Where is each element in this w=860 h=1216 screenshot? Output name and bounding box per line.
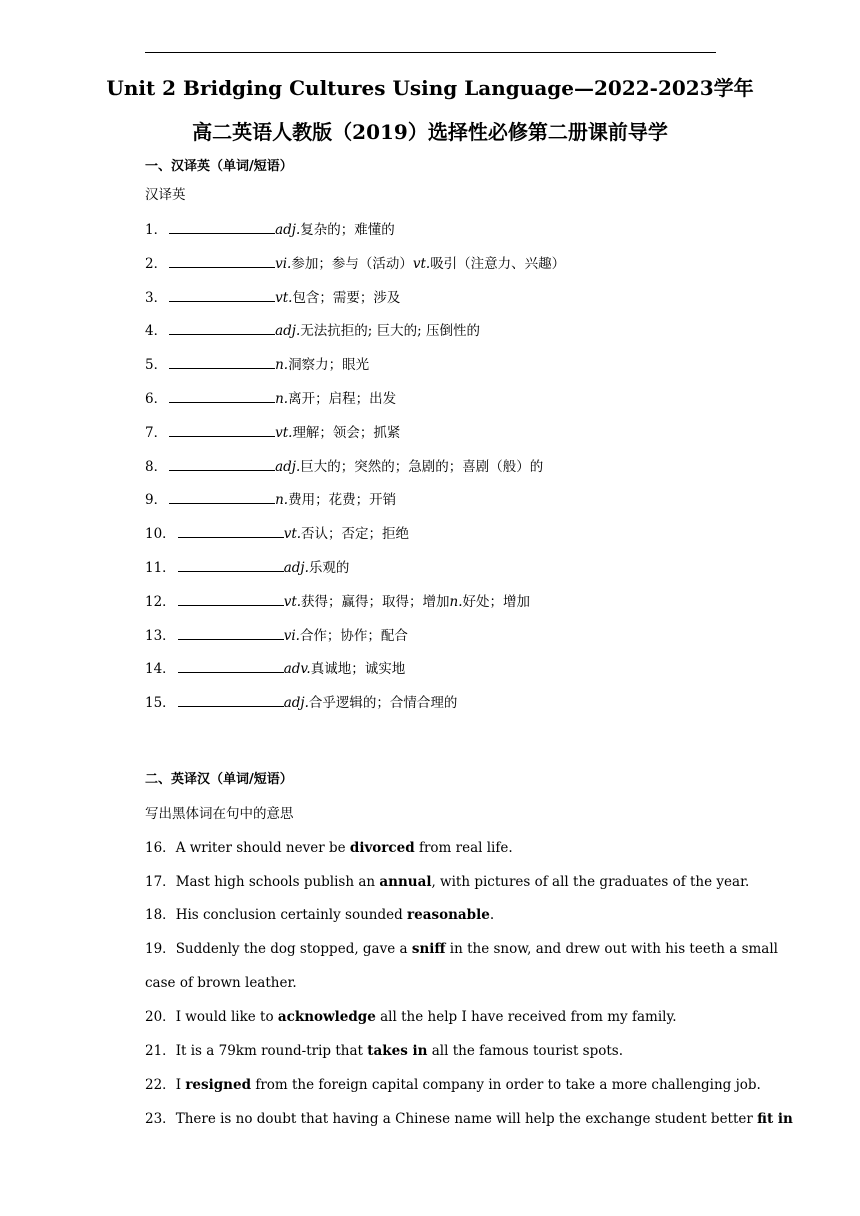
meaning: 参加；参与（活动）	[291, 255, 413, 272]
sentence-item	[145, 1110, 793, 1128]
sentence-item	[145, 906, 494, 924]
part-of-speech: vt.	[275, 424, 293, 441]
part-of-speech: vt.	[275, 289, 293, 306]
part-of-speech: n.	[275, 492, 289, 509]
vocab-item	[145, 457, 543, 476]
vocab-item	[145, 389, 396, 408]
item-number: 12．	[145, 593, 176, 610]
item-number: 3．	[145, 289, 168, 306]
meaning: 费用；花费；开销	[288, 492, 397, 509]
sentence-item	[145, 1042, 623, 1060]
item-number: 7．	[145, 424, 168, 441]
answer-blank[interactable]	[169, 457, 275, 471]
bold-term: acknowledge	[277, 1009, 376, 1025]
bold-term: resigned	[185, 1077, 252, 1093]
vocab-item	[145, 592, 530, 611]
item-number: 22．	[145, 1077, 176, 1093]
answer-blank[interactable]	[169, 389, 275, 403]
sentence-item	[145, 873, 749, 891]
item-number: 5．	[145, 357, 168, 374]
vocab-item	[145, 659, 405, 678]
item-number: 19．	[145, 941, 176, 957]
meaning: 合乎逻辑的；合情合理的	[308, 695, 458, 712]
sentence-text: There is no doubt that having a Chinese name will help the exchange student better	[175, 1111, 758, 1127]
page-title-line-1: Unit 2 Bridging Cultures Using Language—2022-2023学年	[106, 76, 754, 100]
item-number: 2．	[145, 255, 168, 272]
vocab-item	[145, 558, 349, 577]
part-of-speech: vt.	[283, 526, 302, 543]
item-number: 6．	[145, 391, 168, 407]
part-of-speech: adv.	[283, 661, 311, 678]
bold-term: fit in	[757, 1111, 793, 1127]
answer-blank[interactable]	[169, 254, 275, 268]
part-of-speech: vi.	[275, 255, 292, 272]
meaning: 离开；启程；出发	[288, 391, 397, 407]
answer-blank[interactable]	[178, 693, 284, 707]
answer-blank[interactable]	[169, 288, 275, 302]
item-number: 16．	[145, 840, 176, 856]
sentence-text: all the help I have received from my family.	[375, 1009, 677, 1025]
part-of-speech-2: n.	[449, 593, 463, 610]
sentence-text: all the famous tourist spots.	[427, 1043, 623, 1059]
meaning-2: 吸引（注意力、兴趣）	[430, 255, 566, 272]
meaning: 理解；领会；抓紧	[292, 424, 401, 441]
bold-term: annual	[379, 874, 432, 890]
part-of-speech: adj.	[275, 458, 301, 475]
meaning: 合作；协作；配合	[299, 627, 408, 644]
sentence-text: Suddenly the dog stopped, gave a	[175, 941, 412, 957]
sentence-text: A writer should never be	[175, 840, 350, 856]
sentence-text: I	[175, 1077, 186, 1093]
meaning: 洞察力；眼光	[288, 357, 370, 374]
answer-blank[interactable]	[169, 321, 275, 335]
item-number: 18．	[145, 907, 176, 923]
answer-blank[interactable]	[178, 626, 284, 640]
section-1-instruction: 汉译英	[145, 187, 186, 203]
meaning: 真诚地；诚实地	[310, 661, 406, 678]
item-number: 15．	[145, 695, 176, 712]
bold-term: reasonable	[407, 907, 490, 923]
sentence-item	[145, 1008, 677, 1026]
answer-blank[interactable]	[178, 558, 284, 572]
item-number: 8．	[145, 458, 168, 475]
vocab-item	[145, 524, 409, 543]
item-number: 17．	[145, 874, 176, 890]
sentence-text: It is a 79km round-trip that	[175, 1043, 368, 1059]
part-of-speech-2: vt.	[412, 255, 431, 272]
top-rule	[145, 52, 716, 53]
meaning: 获得；赢得；取得；增加	[301, 593, 450, 610]
item-number: 11．	[145, 560, 176, 576]
part-of-speech: n.	[275, 391, 289, 407]
answer-blank[interactable]	[178, 524, 284, 538]
answer-blank[interactable]	[169, 423, 275, 437]
vocab-item	[145, 288, 400, 307]
answer-blank[interactable]	[178, 659, 284, 673]
answer-blank[interactable]	[169, 355, 275, 369]
part-of-speech: adj.	[283, 695, 309, 712]
item-number: 14．	[145, 661, 176, 678]
meaning: 乐观的	[308, 560, 350, 576]
item-number: 20．	[145, 1009, 176, 1025]
vocab-item	[145, 220, 395, 239]
item-number: 23．	[145, 1111, 176, 1127]
section-1-heading: 一、汉译英（单词/短语）	[145, 159, 293, 174]
sentence-text: , with pictures of all the graduates of the year.	[431, 874, 750, 890]
item-number: 4．	[145, 323, 168, 340]
part-of-speech: vi.	[283, 627, 300, 644]
meaning: 否认；否定；拒绝	[301, 526, 410, 543]
meaning: 包含；需要；涉及	[292, 289, 401, 306]
part-of-speech: adj.	[283, 560, 309, 576]
item-number: 9．	[145, 492, 168, 509]
item-number: 1．	[145, 222, 168, 238]
sentence-item	[145, 839, 513, 857]
bold-term: sniff	[411, 941, 446, 957]
item-number: 10．	[145, 526, 176, 543]
sentence-text: from real life.	[414, 840, 513, 856]
meaning-2: 好处；增加	[462, 593, 531, 610]
vocab-item	[145, 254, 565, 273]
part-of-speech: vt.	[283, 593, 302, 610]
vocab-item	[145, 693, 457, 712]
sentence-text: from the foreign capital company in order to take a more challenging job.	[251, 1077, 761, 1093]
sentence-text: in the snow, and drew out with his teeth a small	[445, 941, 778, 957]
sentence-continuation: case of brown leather.	[145, 975, 297, 991]
part-of-speech: adj.	[275, 222, 301, 238]
item-number: 21．	[145, 1043, 176, 1059]
answer-blank[interactable]	[169, 490, 275, 504]
sentence-text: Mast high schools publish an	[175, 874, 380, 890]
bold-term: divorced	[349, 840, 415, 856]
meaning: 复杂的；难懂的	[300, 222, 395, 238]
page-title-line-2: 高二英语人教版（2019）选择性必修第二册课前导学	[192, 120, 668, 144]
section-2-heading: 二、英译汉（单词/短语）	[145, 772, 293, 787]
sentence-item	[145, 940, 778, 958]
vocab-item	[145, 626, 408, 645]
sentence-text: .	[489, 907, 495, 923]
bold-term: takes in	[367, 1043, 428, 1059]
item-number: 13．	[145, 627, 176, 644]
vocab-item	[145, 321, 480, 340]
section-2-instruction: 写出黑体词在句中的意思	[145, 806, 294, 822]
answer-blank[interactable]	[178, 592, 284, 606]
vocab-item	[145, 355, 369, 374]
meaning: 巨大的；突然的；急剧的；喜剧（般）的	[300, 458, 544, 475]
sentence-item	[145, 1076, 761, 1094]
part-of-speech: n.	[275, 357, 289, 374]
vocab-item	[145, 423, 400, 442]
part-of-speech: adj.	[275, 323, 301, 340]
sentence-text: I would like to	[175, 1009, 278, 1025]
sentence-text: His conclusion certainly sounded	[175, 907, 408, 923]
answer-blank[interactable]	[169, 220, 275, 234]
vocab-item	[145, 490, 396, 509]
meaning: 无法抗拒的; 巨大的; 压倒性的	[300, 323, 480, 340]
